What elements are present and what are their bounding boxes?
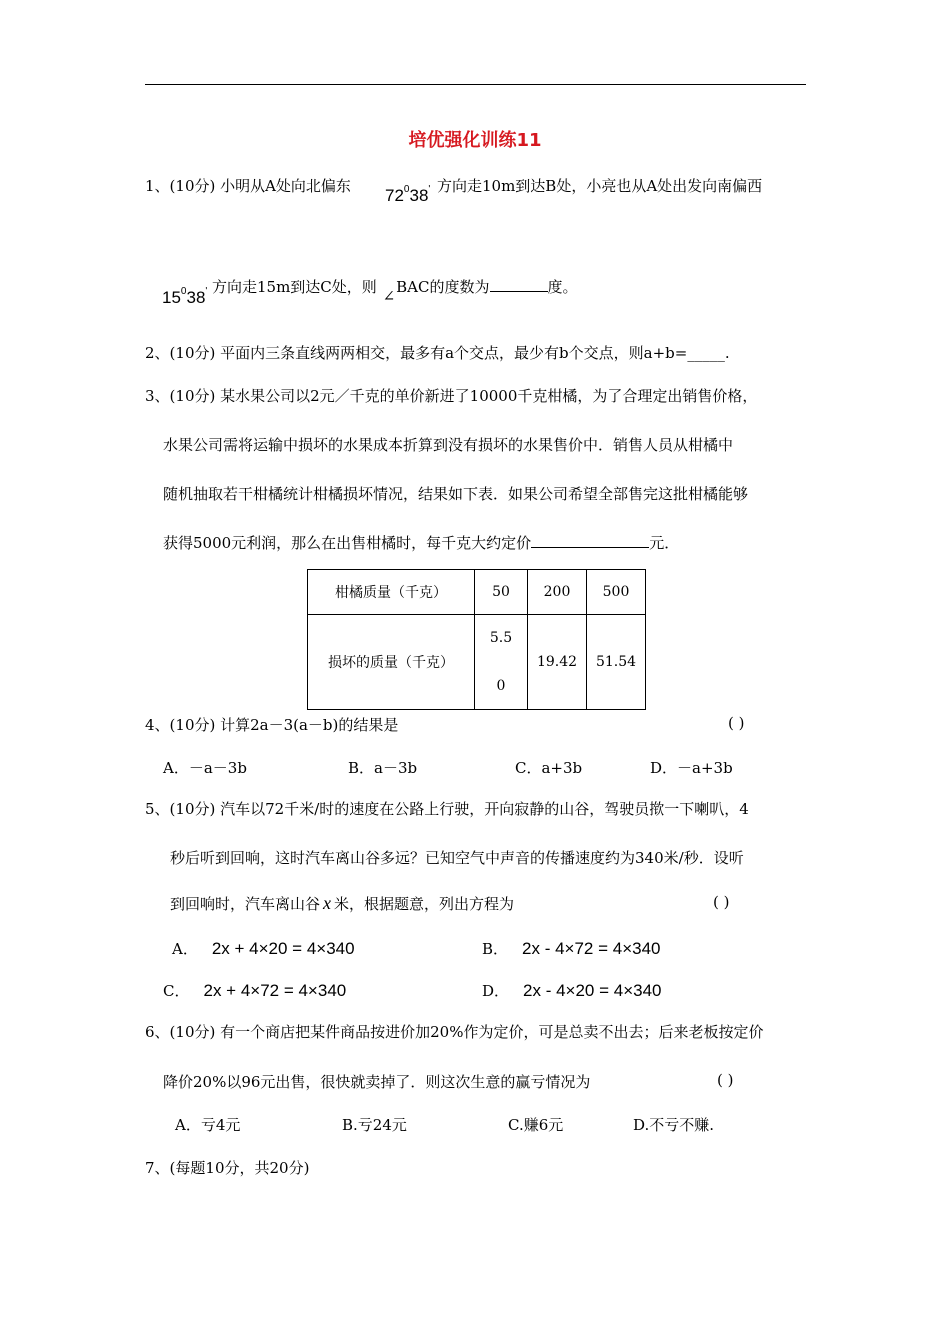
q5-line1: 5、(10分) 汽车以72千米/时的速度在公路上行驶，开向寂静的山谷，驾驶员揿一下喇叭，4 <box>145 800 749 818</box>
q3-line2: 水果公司需将运输中损坏的水果成本折算到没有损坏的水果售价中．销售人员从柑橘中 <box>163 436 734 454</box>
q3-data-table <box>307 569 646 710</box>
page-title: 培优强化训练11 <box>408 130 542 151</box>
q5-line2: 秒后听到回响，这时汽车离山谷多远？已知空气中声音的传播速度约为340米/秒．设听 <box>170 849 744 867</box>
q1-line1-suffix: 方向走10m到达B处，小亮也从A处出发向南偏西 <box>437 177 763 195</box>
q4-option-b[interactable]: B．a－3b <box>348 759 418 777</box>
q5-answer-paren[interactable]: ( ) <box>713 893 730 911</box>
q6-line2: 降价20%以96元出售，很快就卖掉了．则这次生意的赢亏情况为 <box>163 1073 591 1091</box>
table-header-mass: 柑橘质量（千克） <box>308 570 475 615</box>
q4-text: 4、(10分) 计算2a－3(a－b)的结果是 <box>145 716 399 734</box>
table-cell: 500 <box>587 570 646 615</box>
q3-line1: 3、(10分) 某水果公司以2元／千克的单价新进了10000千克柑橘，为了合理定出销售价格， <box>145 387 758 405</box>
q3-answer-blank[interactable] <box>531 533 649 548</box>
table-header-damaged: 损坏的质量（千克） <box>308 615 475 710</box>
q4-option-c[interactable]: C．a+3b <box>515 759 583 777</box>
angle-symbol: ∠ <box>382 287 396 305</box>
table-cell: 19.42 <box>528 615 587 710</box>
q3-line4: 获得5000元利润，那么在出售柑橘时，每千克大约定价 元． <box>163 534 680 552</box>
q2-text: 2、(10分) 平面内三条直线两两相交，最多有a个交点，最少有b个交点，则a+b=_____. <box>145 344 730 362</box>
q6-option-c[interactable]: C.赚6元 <box>508 1116 564 1134</box>
table-cell: 51.54 <box>587 615 646 710</box>
q6-answer-paren[interactable]: ( ) <box>717 1071 734 1089</box>
q5-option-a[interactable]: A． 2x + 4×20 = 4×340 <box>172 939 355 958</box>
table-cell: 50 <box>475 570 528 615</box>
q1-line1 <box>145 175 351 196</box>
q6-line1: 6、(10分) 有一个商店把某件商品按进价加20%作为定价，可是总卖不出去；后来老板按定价 <box>145 1023 764 1041</box>
q6-option-b[interactable]: B.亏24元 <box>342 1116 407 1134</box>
table-cell: 5.5 0 <box>475 615 528 710</box>
q5-line3: 到回响时，汽车离山谷 x 米，根据题意，列出方程为 <box>170 893 515 913</box>
q5-option-b[interactable]: B． 2x - 4×72 = 4×340 <box>482 939 661 958</box>
q6-option-d[interactable]: D.不亏不赚. <box>633 1116 715 1134</box>
table-cell: 200 <box>528 570 587 615</box>
q1-text-prefix: 1、(10分) 小明从A处向北偏东 <box>145 177 351 195</box>
q3-line3: 随机抽取若干柑橘统计柑橘损坏情况，结果如下表．如果公司希望全部售完这批柑橘能够 <box>163 485 749 503</box>
q4-answer-paren[interactable]: ( ) <box>728 714 745 732</box>
q5-option-d[interactable]: D． 2x - 4×20 = 4×340 <box>482 981 662 1000</box>
q4-option-a[interactable]: A．－a－3b <box>163 759 247 777</box>
q1-angle1: $72^038'$ <box>385 184 431 205</box>
q7-text: 7、(每题10分，共20分) <box>145 1159 310 1177</box>
q1-angle2: $15^038'$ <box>162 286 208 307</box>
q1-line2: 方向走15m到达C处，则 ∠BAC的度数为 度。 <box>212 278 578 305</box>
q6-option-a[interactable]: A．亏4元 <box>175 1116 241 1134</box>
header-rule <box>145 84 806 85</box>
q4-option-d[interactable]: D．－a+3b <box>650 759 733 777</box>
q5-option-c[interactable]: C． 2x + 4×72 = 4×340 <box>163 981 347 1000</box>
q1-answer-blank[interactable] <box>490 277 548 292</box>
